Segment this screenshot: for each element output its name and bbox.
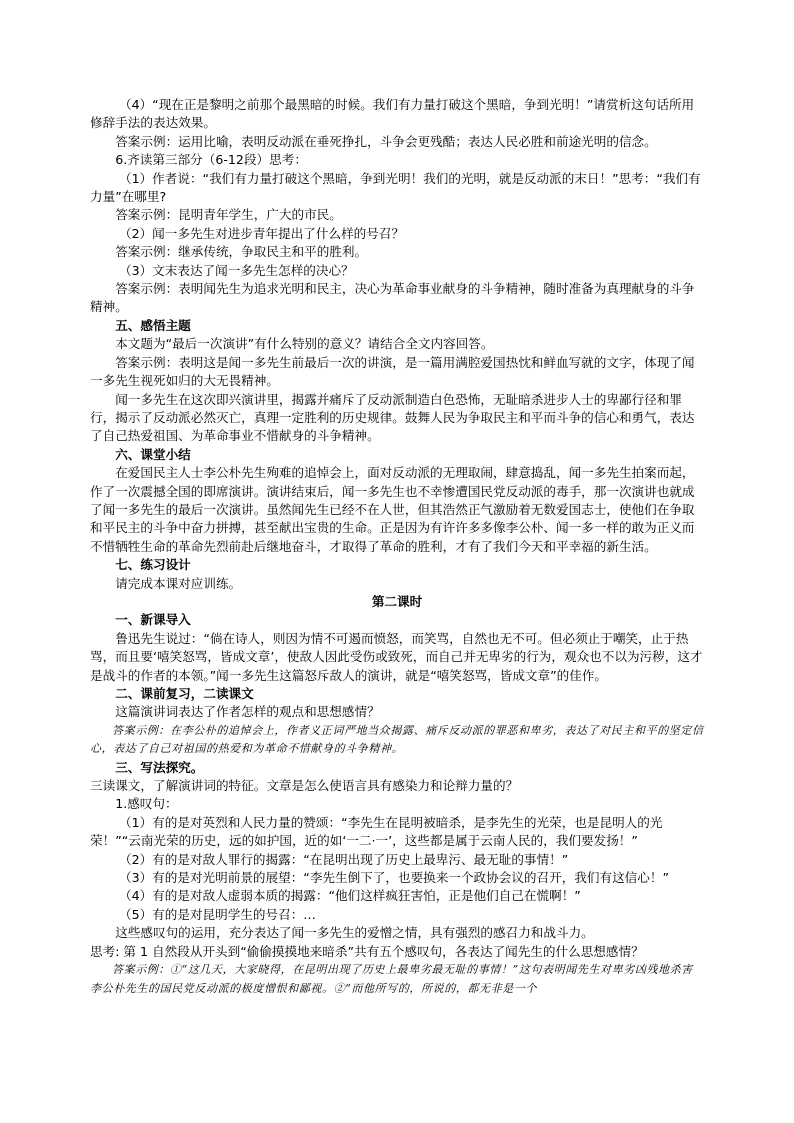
paragraph: 闻一多先生在这次即兴演讲里，揭露并痛斥了反动派制造白色恐怖，无耻暗杀进步人士的卑鄙行径和罪行，揭示了反动派必然灭亡，真理一定胜利的历史规律。鼓舞人民为争取民主和平而斗争的信心和勇气，表达了自己热爱祖国、为革命事业不惜献身的斗争精神。 [90, 391, 695, 444]
paragraph: 本文题为“最后一次演讲”有什么特别的意义？请结合全文内容回答。 [115, 336, 494, 352]
paragraph: 答案示例：继承传统，争取民主和平的胜利。 [115, 244, 368, 260]
paragraph: （2）有的是对敌人罪行的揭露：“在昆明出现了历史上最卑污、最无耻的事情！” [118, 851, 569, 867]
section-heading: 七、练习设计 [115, 557, 191, 573]
paragraph: （2）闻一多先生对进步青年提出了什么样的号召？ [118, 225, 405, 241]
paragraph: 请完成本课对应训练。 [115, 575, 242, 591]
section-heading: 一、新课导入 [115, 612, 191, 628]
paragraph: 6.齐读第三部分（6-12段）思考： [115, 152, 307, 168]
section-heading: 二、课前复习，二读课文 [115, 686, 254, 701]
paragraph: 这篇演讲词表达了作者怎样的观点和思想感情？ [115, 704, 380, 720]
paragraph: （5）有的是对昆明学生的号召：… [118, 906, 316, 922]
paragraph: （1）有的是对英烈和人民力量的赞颂：“李先生在昆明被暗杀，是李先生的光荣，也是昆明人的光荣！”“云南光荣的历史，远的如护国，近的如‘一二·一’，这些都是属于云南人民的，我们要发扬！” [90, 814, 663, 849]
paragraph: （1）作者说：“我们有力量打破这个黑暗，争到光明！我们的光明，就是反动派的末日！”思考：“我们有力量”在哪里? [90, 170, 701, 205]
paragraph: 答案示例：在李公朴的追悼会上，作者义正词严地当众揭露、痛斥反动派的罪恶和卑劣，表达了对民主和平的坚定信心，表达了自己对祖国的热爱和为革命不惜献身的斗争精神。 [90, 723, 704, 756]
paragraph: （4）有的是对敌人虚弱本质的揭露：“他们这样疯狂害怕，正是他们自己在慌啊！” [118, 888, 581, 904]
paragraph: （3）文末表达了闻一多先生怎样的决心？ [118, 262, 354, 278]
paragraph: 答案示例：昆明青年学生，广大的市民。 [115, 207, 342, 223]
paragraph: 思考: 第 1 自然段从开头到“偷偷摸摸地来暗杀”共有五个感叹句，各表达了闻先生的什么思想感情？ [90, 943, 644, 959]
paragraph: 答案示例：运用比喻，表明反动派在垂死挣扎，斗争会更残酷；表达人民必胜和前途光明的信念。 [115, 133, 657, 149]
section-heading: 第二课时 [371, 593, 423, 609]
section-heading: 三、写法探究。 [115, 759, 204, 775]
paragraph: 答案示例：表明这是闻一多先生前最后一次的讲演，是一篇用满腔爱国热忱和鲜血写就的文字，体现了闻一多先生视死如归的大无畏精神。 [90, 354, 695, 389]
paragraph: （3）有的是对光明前景的展望：“李先生倒下了，也要换来一个政协会议的召开，我们有这信心！” [118, 870, 669, 886]
paragraph: 这些感叹句的运用，充分表达了闻一多先生的爱憎之情，具有强烈的感召力和战斗力。 [115, 925, 594, 941]
section-heading: 五、感悟主题 [115, 317, 191, 333]
paragraph: 答案示例：表明闻先生为追求光明和民主，决心为革命事业献身的斗争精神，随时准备为真理献身的斗争精神。 [90, 281, 695, 315]
paragraph: 在爱国民主人士李公朴先生殉难的追悼会上，面对反动派的无理取闹，肆意捣乱，闻一多先生拍案而起，作了一次震撼全国的即席演讲。演讲结束后，闻一多先生也不幸惨遭国民党反动派的毒手，那一次演讲也就成了闻一多先生的最后一次演讲。虽然闻先生已经不在人世，但其浩然正气激励着无数爱国志士，使他们在争取和平民主的斗争中奋力拼搏，甚至献出宝贵的生命。正是因为有许许多多像李公朴、闻一多一样的敢为正义而不惜牺牲生命的革命先烈前赴后继地奋斗，才取得了革命的胜利，才有了我们今天和平幸福的新生活。 [90, 465, 695, 554]
paragraph: 三读课文，了解演讲词的特征。文章是怎么使语言具有感染力和论辩力量的？ [90, 778, 519, 794]
paragraph: 鲁迅先生说过：“倘在诗人，则因为情不可遏而愤怒，而笑骂，自然也无不可。但必须止于嘲笑，止于热骂，而且要‘嘻笑怒骂，皆成文章’，使敌人因此受伤或致死，而自己并无卑劣的行为，观众也不以为污秽，这才是战斗的作者的本领。”闻一多先生这篇怒斥敌人的演讲，就是“嘻笑怒骂，皆成文章”的佳作。 [90, 630, 703, 683]
paragraph: 答案示例：①“这几天，大家晓得，在昆明出现了历史上最卑劣最无耻的事情！”这句表明闻先生对卑劣凶残地杀害李公朴先生的国民党反动派的极度憎恨和鄙视。②“而他所写的，所说的，都无非是一个 [90, 963, 693, 995]
section-heading: 六、课堂小结 [115, 446, 191, 462]
paragraph: （4）“现在正是黎明之前那个最黑暗的时候。我们有力量打破这个黑暗，争到光明！”请赏析这句话所用修辞手法的表达效果。 [90, 97, 695, 131]
paragraph: 1.感叹句： [115, 796, 178, 812]
